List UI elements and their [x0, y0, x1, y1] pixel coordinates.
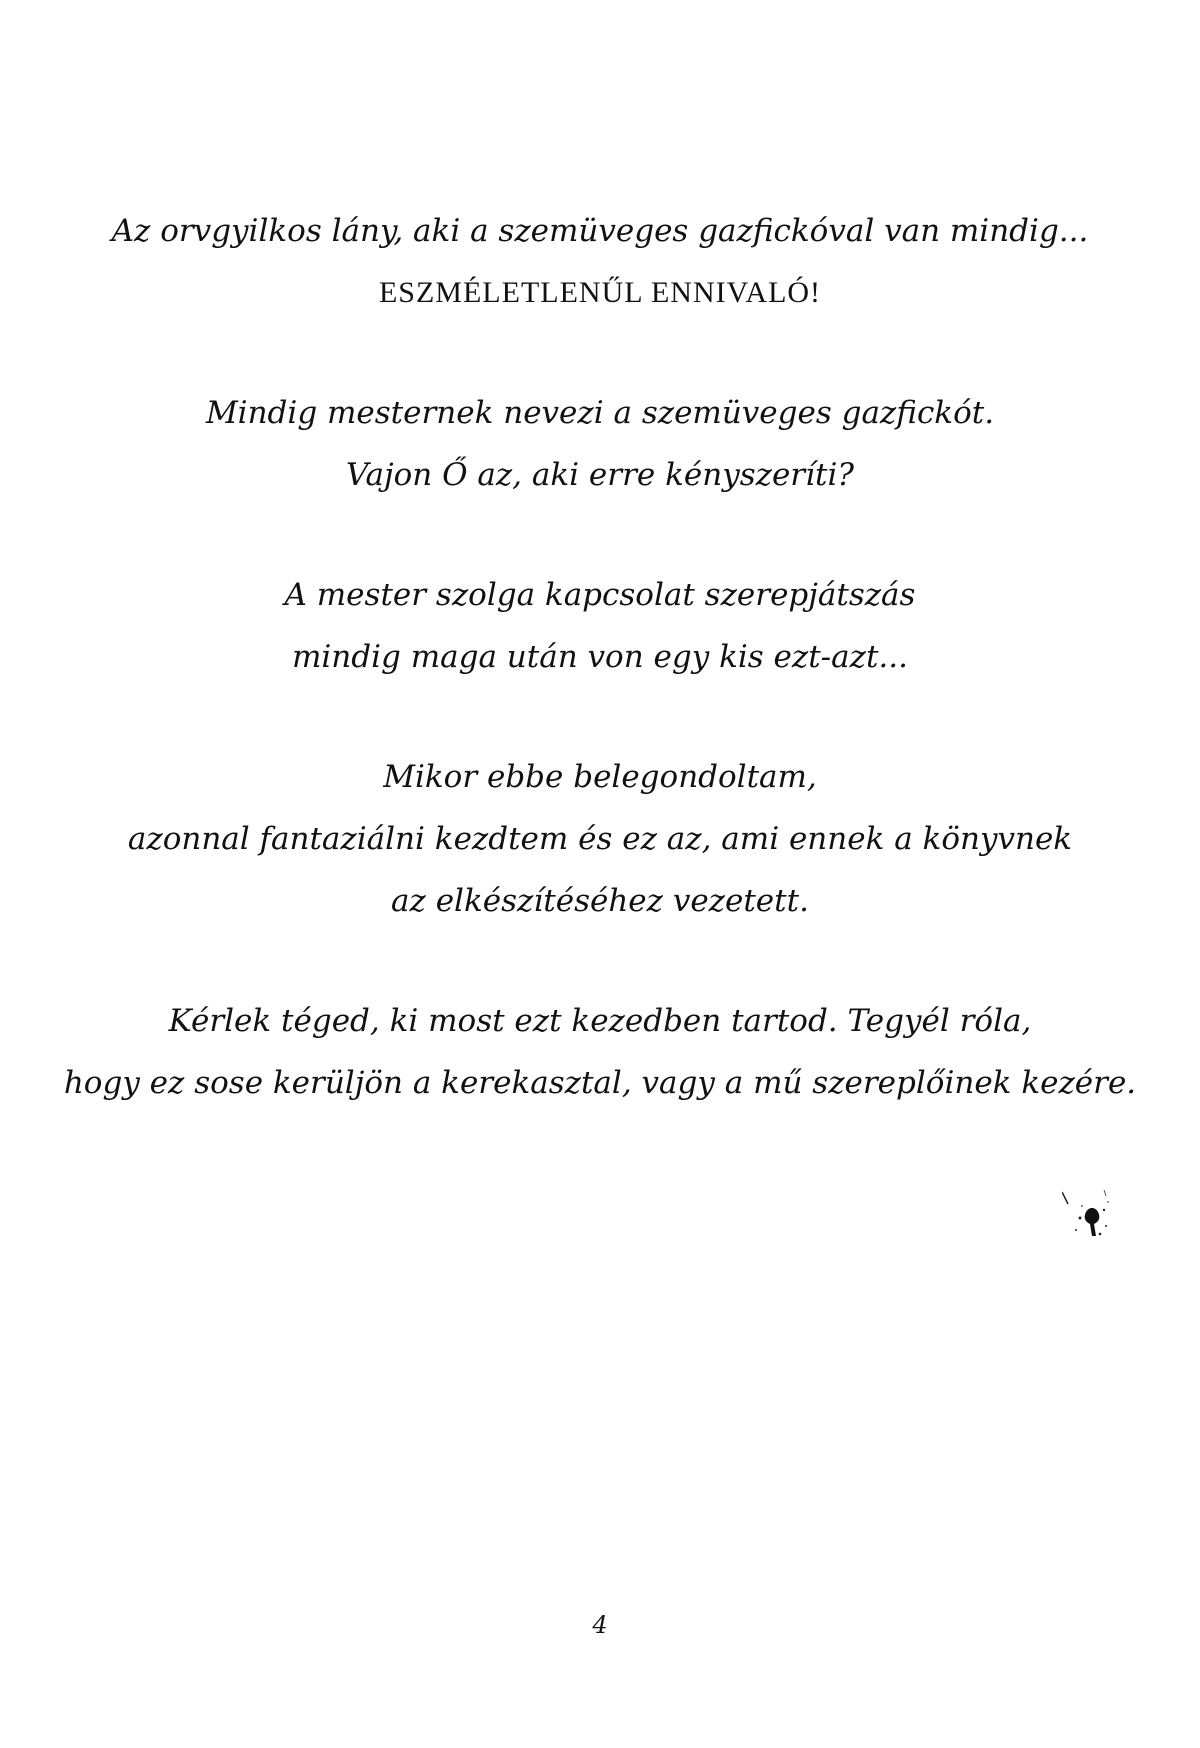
- poem-line: Kérlek téged, ki most ezt kezedben tartod. Tegyél róla,: [168, 1003, 1032, 1039]
- poem-line: hogy ez sose kerüljön a kerekasztal, vagy a mű szereplőinek kezére.: [63, 1065, 1137, 1101]
- stanza-3: [0, 564, 1200, 688]
- poem-line: Az orvgyilkos lány, aki a szemüveges gazfickóval van mindig...: [111, 213, 1089, 249]
- stanza-1: [0, 200, 1200, 324]
- stanza-5: [0, 990, 1200, 1114]
- stanza-4: [0, 746, 1200, 932]
- poem-line: mindig maga után von egy kis ezt-azt...: [292, 639, 908, 675]
- poem-line: Vajon Ő az, aki erre kényszeríti?: [345, 457, 855, 493]
- poem-line-emphasis: ESZMÉLETLENŰL ENNIVALÓ!: [378, 276, 822, 309]
- poem-line: Mindig mesternek nevezi a szemüveges gazfickót.: [205, 395, 995, 431]
- ink-splatter-icon: [1062, 1190, 1112, 1250]
- poem-line: Mikor ebbe belegondoltam,: [383, 759, 817, 795]
- page-number: 4: [592, 1611, 608, 1639]
- stanza-2: [0, 382, 1200, 506]
- poem-text: [0, 200, 1200, 1172]
- poem-line: azonnal fantaziálni kezdtem és ez az, ami ennek a könyvnek: [127, 821, 1073, 857]
- poem-line: A mester szolga kapcsolat szerepjátszás: [284, 577, 916, 613]
- poem-line: az elkészítéséhez vezetett.: [391, 883, 809, 919]
